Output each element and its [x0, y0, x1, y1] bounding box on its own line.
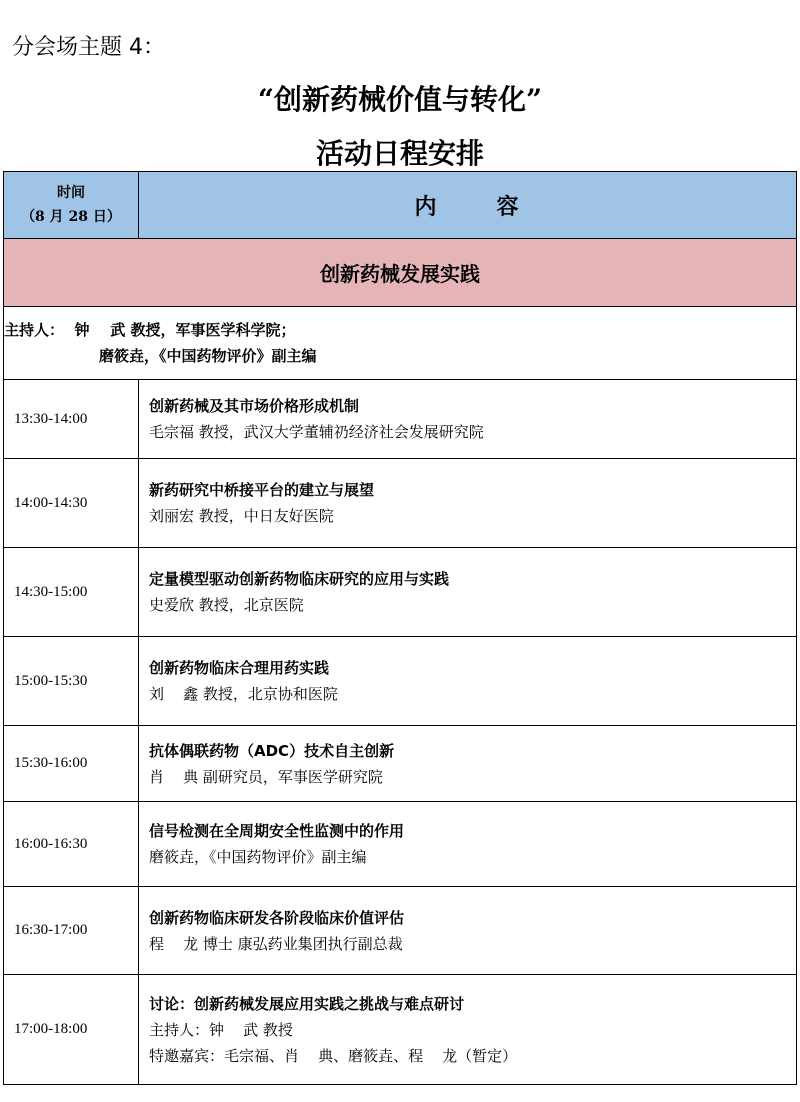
session-time: 15:00-15:30 — [4, 637, 139, 726]
section-row — [4, 239, 797, 307]
table-row — [4, 802, 797, 887]
session-title: 讨论：创新药械发展应用实践之挑战与难点研讨 — [149, 994, 465, 1013]
page-title: “创新药械价值与转化” — [257, 83, 543, 116]
table-row — [4, 975, 797, 1085]
session-content — [139, 975, 797, 1085]
date-header-label: （8 月 28 日） — [21, 209, 121, 225]
section-title: 创新药械发展实践 — [4, 239, 797, 307]
session-content — [139, 887, 797, 975]
session-speaker: 肖 典 副研究员，军事医学研究院 — [149, 767, 383, 786]
host-row — [4, 307, 797, 380]
table-row — [4, 726, 797, 802]
table-row — [4, 637, 797, 726]
page-subtitle: 活动日程安排 — [315, 137, 484, 170]
content-header-char2: 容 — [496, 193, 521, 220]
session-speaker: 刘丽宏 教授，中日友好医院 — [149, 507, 334, 525]
host-cell — [4, 307, 797, 380]
session-title: 抗体偶联药物（ADC）技术自主创新 — [149, 741, 395, 760]
session-time: 14:30-15:00 — [4, 548, 139, 637]
session-time: 16:00-16:30 — [4, 802, 139, 887]
session-time: 13:30-14:00 — [4, 380, 139, 459]
session-title: 创新药物临床研发各阶段临床价值评估 — [149, 908, 405, 927]
time-header-cell — [4, 172, 139, 239]
session-time: 15:30-16:00 — [4, 726, 139, 802]
agenda-table — [3, 171, 797, 1085]
table-header-row — [4, 172, 797, 239]
session-content — [139, 548, 797, 637]
session-title: 信号检测在全周期安全性监测中的作用 — [149, 822, 405, 840]
session-content — [139, 637, 797, 726]
session-content — [139, 802, 797, 887]
session-speaker: 程 龙 博士 康弘药业集团执行副总裁 — [149, 934, 403, 953]
session-speaker: 磨筱垚，《中国药物评价》副主编 — [149, 848, 367, 866]
session-speaker: 毛宗福 教授，武汉大学董辅礽经济社会发展研究院 — [149, 423, 484, 441]
session-content — [139, 380, 797, 459]
time-header-label: 时间 — [57, 185, 85, 201]
session-time: 17:00-18:00 — [4, 975, 139, 1085]
table-row — [4, 548, 797, 637]
session-content — [139, 726, 797, 802]
host-line-1: 主持人： 钟 武 教授，军事医学科学院； — [4, 321, 296, 339]
content-header-cell — [139, 172, 797, 239]
session-title: 创新药械及其市场价格形成机制 — [149, 397, 360, 415]
session-guests: 特邀嘉宾：毛宗福、肖 典、磨筱垚、程 龙（暂定） — [149, 1046, 518, 1065]
session-speaker: 史爱欣 教授，北京医院 — [149, 596, 304, 614]
table-row — [4, 887, 797, 975]
session-title: 创新药物临床合理用药实践 — [149, 659, 330, 677]
session-time: 14:00-14:30 — [4, 459, 139, 548]
host-line-2: 磨筱垚，《中国药物评价》副主编 — [99, 347, 317, 365]
content-header-char1: 内 — [414, 193, 439, 220]
session-moderator: 主持人：钟 武 教授 — [149, 1020, 293, 1039]
session-subtitle: 分会场主题 4： — [12, 35, 165, 60]
table-row — [4, 459, 797, 548]
session-content — [139, 459, 797, 548]
session-title: 新药研究中桥接平台的建立与展望 — [149, 481, 375, 499]
table-row — [4, 380, 797, 459]
session-title: 定量模型驱动创新药物临床研究的应用与实践 — [149, 570, 450, 588]
session-speaker: 刘 鑫 教授，北京协和医院 — [149, 685, 338, 703]
session-time: 16:30-17:00 — [4, 887, 139, 975]
